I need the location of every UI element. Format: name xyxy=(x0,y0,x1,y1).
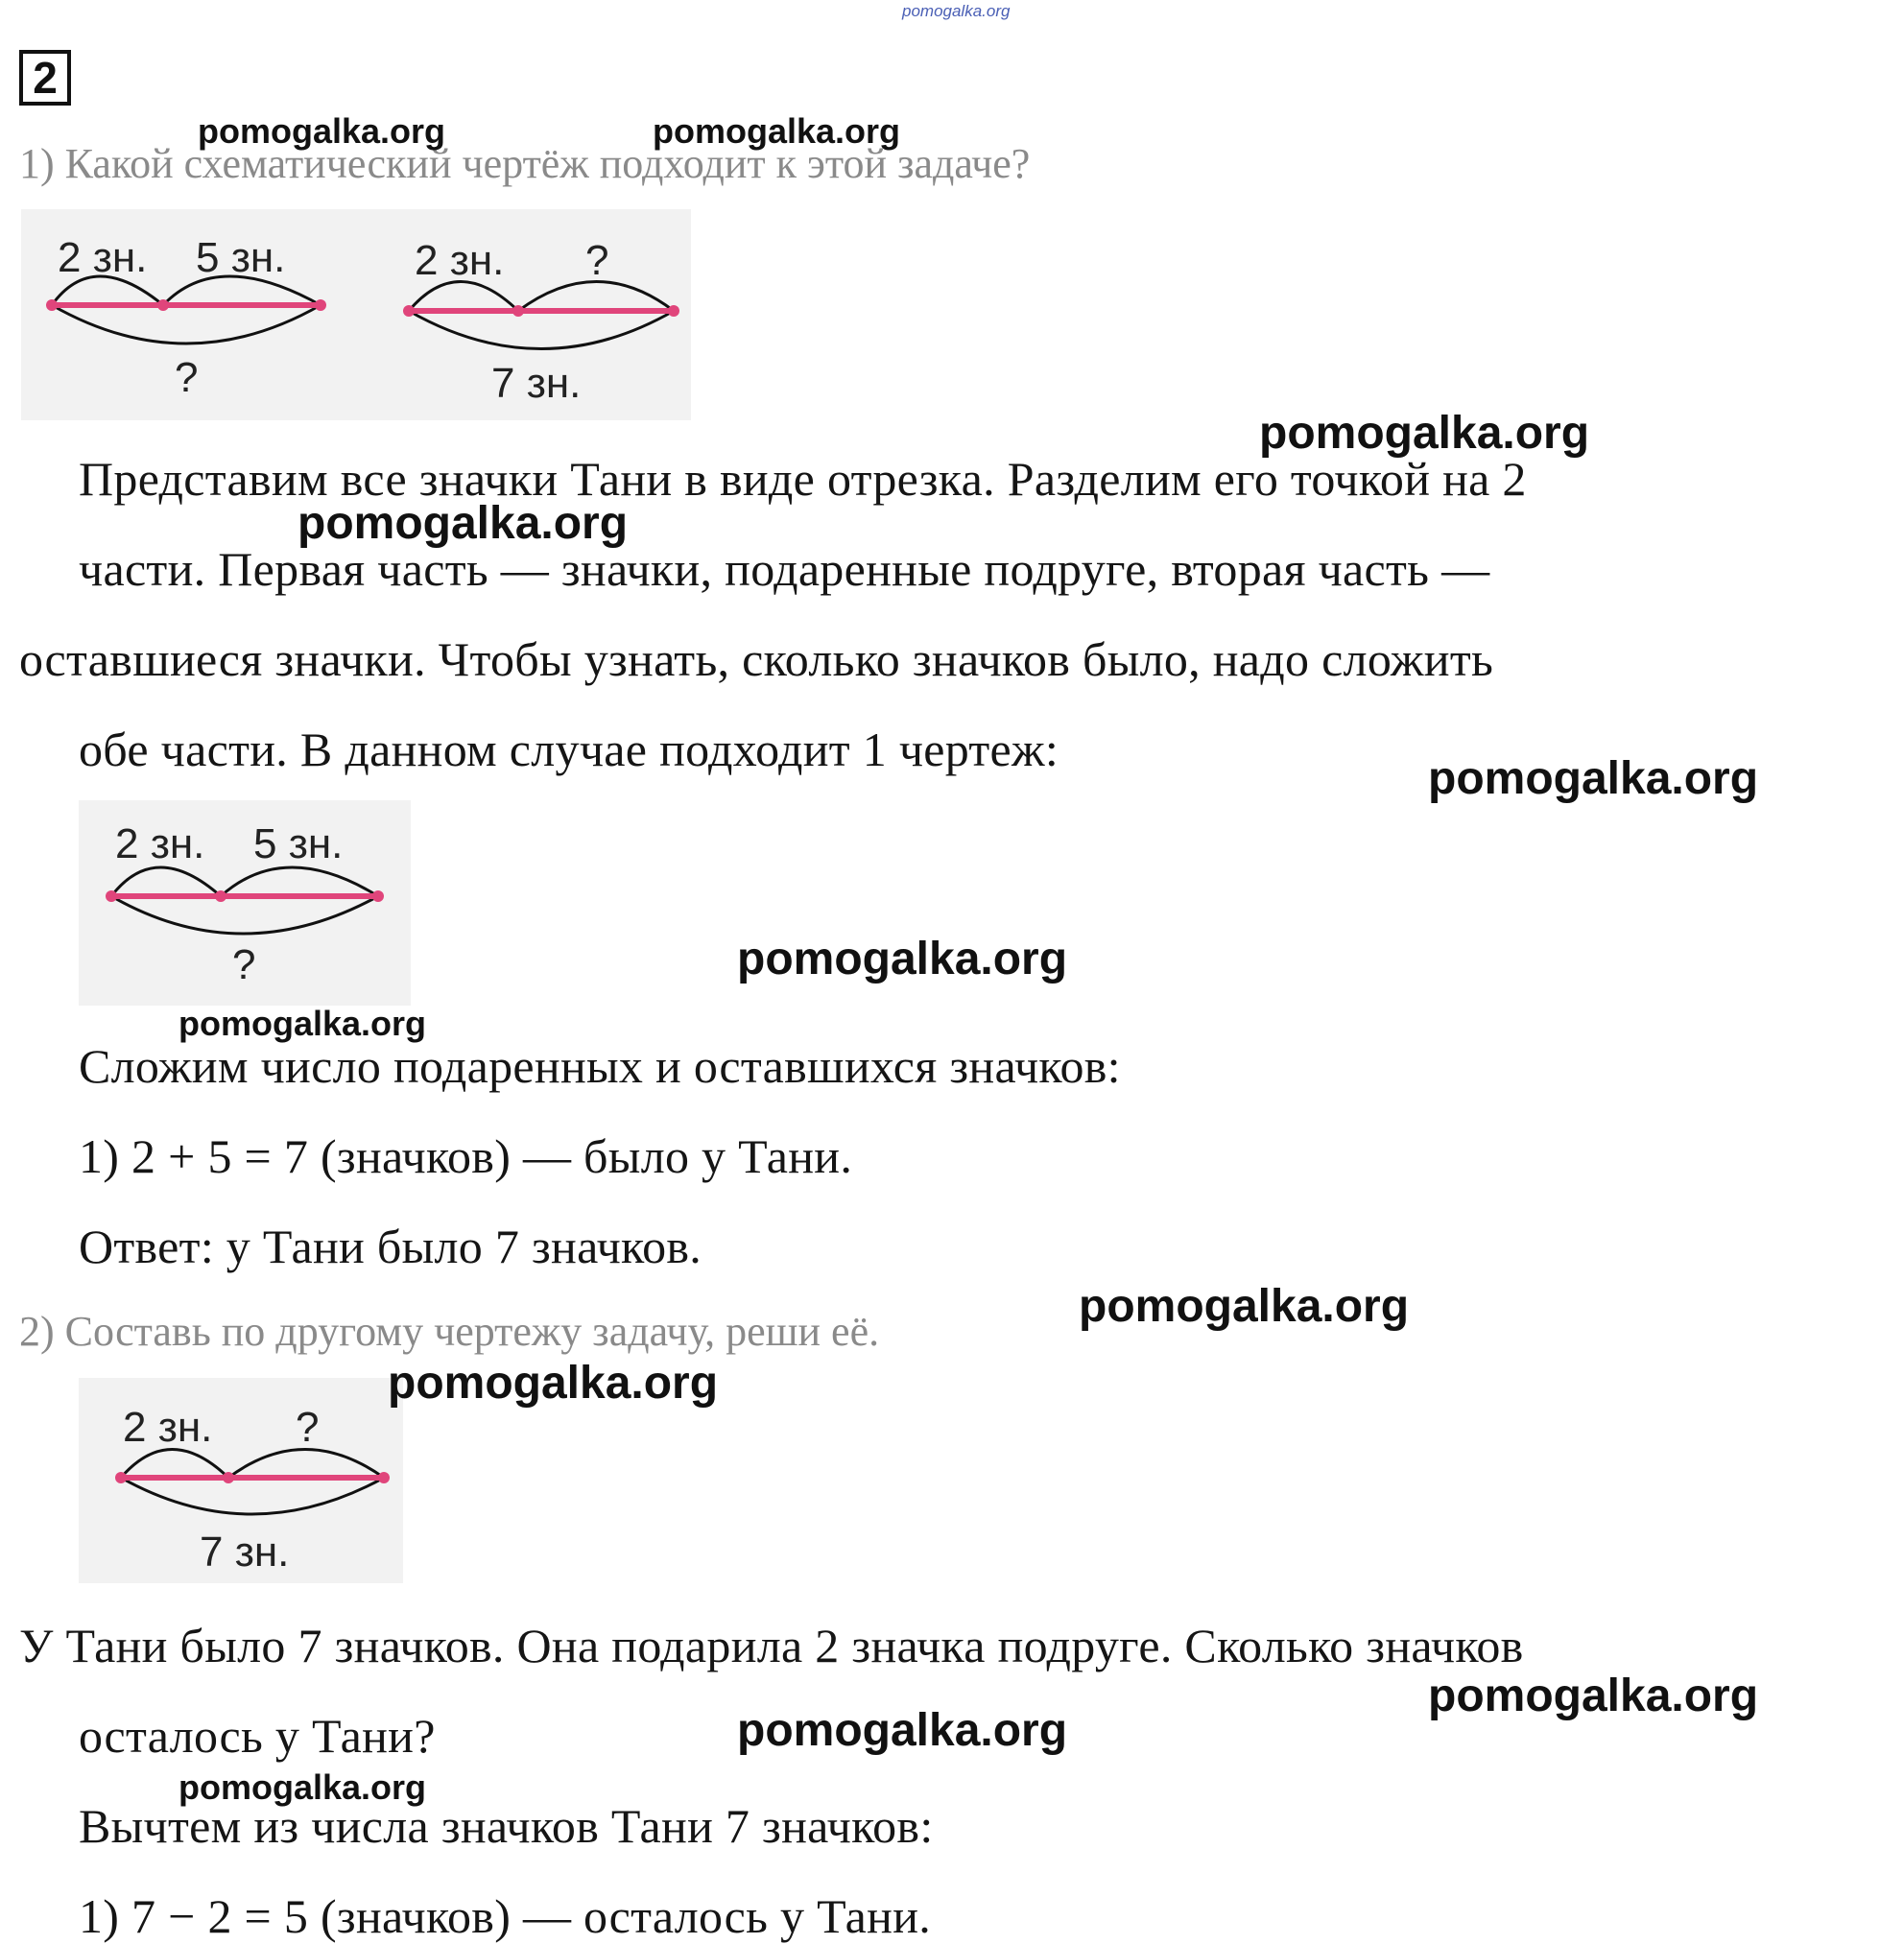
solution-1-intro: Сложим число подаренных и оставшихся значков: xyxy=(79,1039,1121,1093)
diagram-b-right-arc xyxy=(518,282,674,312)
diagram-b2-right-label: ? xyxy=(296,1404,320,1451)
diagram-a2-point-end xyxy=(372,890,384,902)
diagram-a2-point-start xyxy=(106,890,117,902)
watermark: pomogalka.org xyxy=(388,1358,719,1409)
diagram-a2-right-arc xyxy=(221,867,378,896)
diagram-panel-middle xyxy=(79,800,411,1006)
watermark: pomogalka.org xyxy=(737,1705,1068,1756)
solution-1-step: 1) 2 + 5 = 7 (значков) — было у Тани. xyxy=(79,1129,853,1183)
diagram-b-bottom-label: 7 зн. xyxy=(491,360,582,407)
diagram-b-point-start xyxy=(403,305,415,317)
paragraph-1-line-2: части. Первая часть — значки, подаренные подруге, вторая часть — xyxy=(79,542,1490,596)
diagram-a-and-b xyxy=(21,209,691,420)
task-number: 2 xyxy=(19,50,71,106)
diagram-a2-point-mid xyxy=(215,890,226,902)
diagram-a2-left-arc xyxy=(111,867,221,896)
diagram-a-bottom-label: ? xyxy=(175,354,199,401)
diagram-panel-top xyxy=(21,209,691,420)
diagram-b2-right-arc xyxy=(228,1450,384,1479)
diagram-a-repeat xyxy=(79,800,411,1006)
watermark: pomogalka.org xyxy=(1079,1281,1410,1332)
top-watermark: pomogalka.org xyxy=(902,2,1011,20)
diagram-a-right-label: 5 зн. xyxy=(196,234,286,281)
watermark: pomogalka.org xyxy=(653,111,901,151)
diagram-b-right-label: ? xyxy=(585,237,609,284)
paragraph-2-line-2: осталось у Тани? xyxy=(79,1709,436,1763)
diagram-a2-right-label: 5 зн. xyxy=(253,820,344,867)
watermark: pomogalka.org xyxy=(1259,408,1590,459)
diagram-b-repeat xyxy=(79,1378,403,1583)
diagram-b2-point-end xyxy=(378,1472,390,1483)
diagram-b2-left-label: 2 зн. xyxy=(123,1404,213,1451)
watermark: pomogalka.org xyxy=(178,1004,427,1043)
question-1: 1) Какой схематический чертёж подходит к этой задаче? xyxy=(19,140,1031,187)
diagram-b-left-label: 2 зн. xyxy=(415,237,505,284)
diagram-a-left-label: 2 зн. xyxy=(58,234,148,281)
paragraph-1-line-1: Представим все значки Тани в виде отрезка. Разделим его точкой на 2 xyxy=(79,452,1527,506)
diagram-a-point-end xyxy=(315,299,326,311)
diagram-b2-bottom-arc xyxy=(121,1478,384,1514)
diagram-b2-point-mid xyxy=(223,1472,234,1483)
diagram-b-point-end xyxy=(668,305,679,317)
diagram-b2-point-start xyxy=(115,1472,127,1483)
watermark: pomogalka.org xyxy=(198,111,446,151)
paragraph-2-line-1: У Тани было 7 значков. Она подарила 2 значка подруге. Сколько значков xyxy=(19,1619,1524,1672)
diagram-a2-left-label: 2 зн. xyxy=(115,820,205,867)
diagram-a-bottom-arc xyxy=(52,305,321,344)
paragraph-1-line-3: оставшиеся значки. Чтобы узнать, сколько значков было, надо сложить xyxy=(19,632,1494,686)
diagram-b2-bottom-label: 7 зн. xyxy=(200,1529,290,1576)
watermark: pomogalka.org xyxy=(1428,753,1759,804)
paragraph-1-line-4: обе части. В данном случае подходит 1 чертеж: xyxy=(79,723,1059,776)
diagram-b xyxy=(403,237,679,407)
watermark: pomogalka.org xyxy=(1428,1671,1759,1721)
diagram-a-point-mid xyxy=(157,299,169,311)
diagram-b-left-arc xyxy=(409,282,518,312)
solution-1-answer: Ответ: у Тани было 7 значков. xyxy=(79,1220,702,1273)
solution-2-step: 1) 7 − 2 = 5 (значков) — осталось у Тани. xyxy=(79,1889,932,1943)
diagram-panel-bottom xyxy=(79,1378,403,1583)
watermark: pomogalka.org xyxy=(178,1767,427,1807)
diagram-a2-bottom-label: ? xyxy=(232,941,256,988)
diagram-a2-bottom-arc xyxy=(111,896,378,934)
solution-2-intro: Вычтем из числа значков Тани 7 значков: xyxy=(79,1799,934,1853)
diagram-b2-left-arc xyxy=(121,1450,228,1479)
question-2: 2) Составь по другому чертежу задачу, реши её. xyxy=(19,1308,880,1355)
diagram-b-point-mid xyxy=(512,305,524,317)
watermark: pomogalka.org xyxy=(298,498,629,549)
diagram-a xyxy=(46,234,326,401)
diagram-b-bottom-arc xyxy=(409,311,674,349)
diagram-a-point-start xyxy=(46,299,58,311)
watermark: pomogalka.org xyxy=(737,934,1068,984)
